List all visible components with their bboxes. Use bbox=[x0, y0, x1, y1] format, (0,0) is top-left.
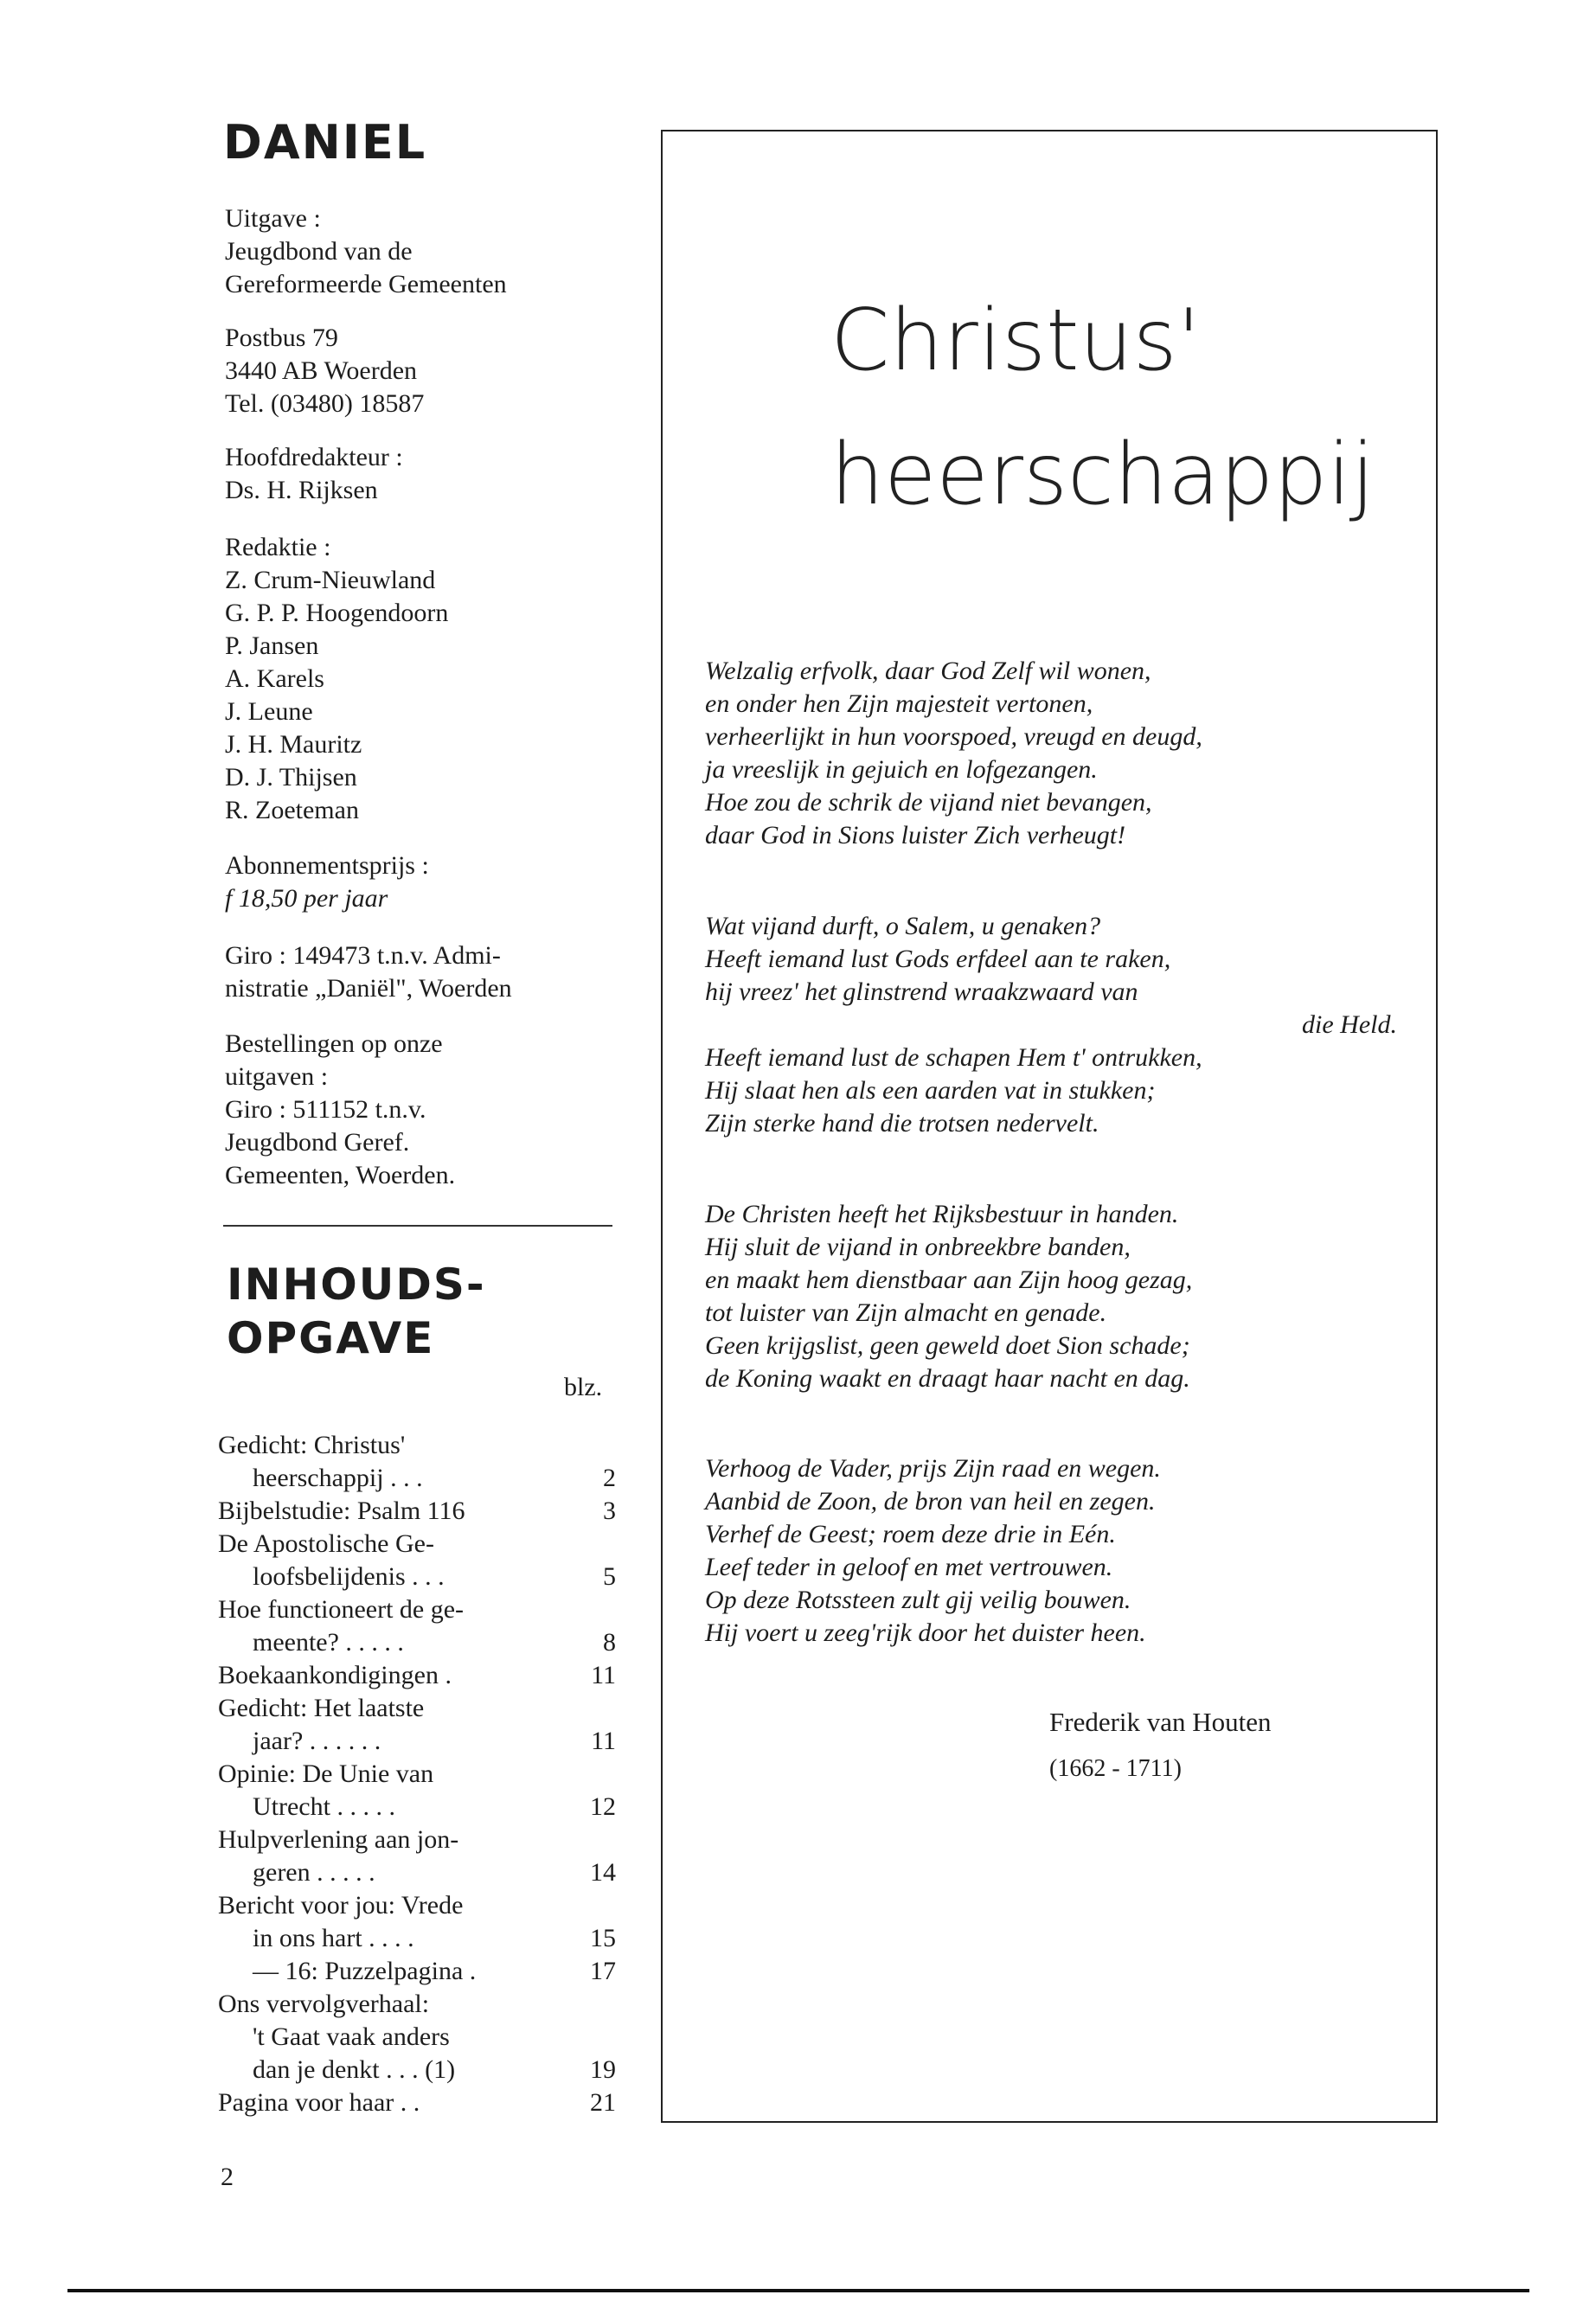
colophon-line: D. J. Thijsen bbox=[225, 763, 357, 792]
toc-entry: Boekaankondigingen . bbox=[218, 1661, 452, 1689]
poem-line: Heeft iemand lust Gods erfdeel aan te raken, bbox=[705, 945, 1171, 973]
toc-entry: meente? . . . . . bbox=[253, 1628, 404, 1657]
poem-line: de Koning waakt en draagt haar nacht en dag. bbox=[705, 1364, 1190, 1393]
poem-title: Christus' bbox=[830, 292, 1201, 390]
colophon-line: Gereformeerde Gemeenten bbox=[225, 270, 507, 298]
toc-page: 2 bbox=[603, 1464, 616, 1492]
poem-author-years: (1662 - 1711) bbox=[1049, 1755, 1182, 1782]
toc-entry: De Apostolische Ge- bbox=[218, 1529, 434, 1558]
page-bottom-rule bbox=[67, 2289, 1529, 2292]
colophon-line: Hoofdredakteur : bbox=[225, 443, 403, 471]
colophon-line: Jeugdbond van de bbox=[225, 237, 413, 266]
poem-line: hij vreez' het glinstrend wraakzwaard van bbox=[705, 977, 1138, 1006]
poem-line: Hij sluit de vijand in onbreekbre banden, bbox=[705, 1233, 1131, 1261]
toc-entry: geren . . . . . bbox=[253, 1858, 375, 1887]
section-divider bbox=[223, 1225, 612, 1227]
colophon-line: f 18,50 per jaar bbox=[225, 884, 388, 913]
toc-entry: jaar? . . . . . . bbox=[253, 1727, 381, 1755]
poem-line: Geen krijgslist, geen geweld doet Sion schade; bbox=[705, 1331, 1190, 1360]
toc-entry: Utrecht . . . . . bbox=[253, 1792, 395, 1821]
toc-entry: dan je denkt . . . (1) bbox=[253, 2055, 456, 2084]
magazine-title: DANIEL bbox=[223, 115, 427, 170]
colophon-line: Jeugdbond Geref. bbox=[225, 1128, 410, 1157]
toc-page: 14 bbox=[590, 1858, 616, 1887]
toc-entry: Bericht voor jou: Vrede bbox=[218, 1891, 464, 1920]
toc-entry: Hulpverlening aan jon- bbox=[218, 1825, 459, 1854]
poem-line: en onder hen Zijn majesteit vertonen, bbox=[705, 689, 1093, 718]
toc-entry: loofsbelijdenis . . . bbox=[253, 1562, 445, 1591]
colophon-line: A. Karels bbox=[225, 664, 324, 693]
colophon-line: R. Zoeteman bbox=[225, 796, 359, 824]
toc-entry: Opinie: De Unie van bbox=[218, 1759, 434, 1788]
colophon-line: Giro : 511152 t.n.v. bbox=[225, 1095, 426, 1124]
colophon-line: P. Jansen bbox=[225, 631, 319, 660]
poem-line: Hij voert u zeeg'rijk door het duister heen. bbox=[705, 1618, 1146, 1647]
toc-entry: 't Gaat vaak anders bbox=[253, 2022, 450, 2051]
poem-line: ja vreeslijk in gejuich en lofgezangen. bbox=[705, 755, 1098, 784]
colophon-line: G. P. P. Hoogendoorn bbox=[225, 599, 449, 627]
toc-page: 3 bbox=[603, 1497, 616, 1525]
colophon-line: Postbus 79 bbox=[225, 324, 338, 352]
colophon-line: Tel. (03480) 18587 bbox=[225, 389, 425, 418]
colophon-line: Gemeenten, Woerden. bbox=[225, 1161, 456, 1189]
toc-title: INHOUDS- bbox=[227, 1259, 486, 1310]
colophon-line: Redaktie : bbox=[225, 533, 331, 561]
poem-line: Leef teder in geloof en met vertrouwen. bbox=[705, 1553, 1113, 1581]
poem-line: Zijn sterke hand die trotsen nedervelt. bbox=[705, 1109, 1099, 1138]
toc-entry: Hoe functioneert de ge- bbox=[218, 1595, 465, 1624]
poem-line: daar God in Sions luister Zich verheugt! bbox=[705, 821, 1126, 849]
page-number: 2 bbox=[221, 2163, 234, 2191]
toc-entry: Bijbelstudie: Psalm 116 bbox=[218, 1497, 465, 1525]
poem-author: Frederik van Houten bbox=[1049, 1707, 1272, 1737]
colophon-line: J. Leune bbox=[225, 697, 313, 726]
poem-line: Welzalig erfvolk, daar God Zelf wil wonen, bbox=[705, 657, 1151, 685]
toc-page: 5 bbox=[603, 1562, 616, 1591]
poem-line: Heeft iemand lust de schapen Hem t' ontrukken, bbox=[705, 1043, 1202, 1072]
colophon-line: Z. Crum-Nieuwland bbox=[225, 566, 436, 594]
toc-entry: — 16: Puzzelpagina . bbox=[253, 1957, 477, 1985]
poem-line: die Held. bbox=[1302, 1010, 1397, 1039]
poem-line: Verhoog de Vader, prijs Zijn raad en wegen. bbox=[705, 1454, 1161, 1483]
colophon-line: Uitgave : bbox=[225, 204, 321, 233]
poem-title: heerschappij bbox=[830, 426, 1375, 524]
poem-line: Hoe zou de schrik de vijand niet bevangen, bbox=[705, 788, 1152, 817]
toc-page: 21 bbox=[590, 2088, 616, 2117]
poem-line: Aanbid de Zoon, de bron van heil en zegen. bbox=[705, 1487, 1156, 1516]
colophon-line: uitgaven : bbox=[225, 1062, 329, 1091]
poem-line: Verhef de Geest; roem deze drie in Eén. bbox=[705, 1520, 1116, 1548]
toc-page: 8 bbox=[603, 1628, 616, 1657]
toc-entry: Ons vervolgverhaal: bbox=[218, 1990, 430, 2018]
colophon-line: 3440 AB Woerden bbox=[225, 356, 418, 385]
toc-page: 11 bbox=[591, 1727, 616, 1755]
toc-entry: heerschappij . . . bbox=[253, 1464, 423, 1492]
toc-entry: Gedicht: Het laatste bbox=[218, 1694, 425, 1722]
poem-line: verheerlijkt in hun voorspoed, vreugd en deugd, bbox=[705, 722, 1202, 751]
toc-entry: Pagina voor haar . . bbox=[218, 2088, 420, 2117]
colophon-line: nistratie „Daniël", Woerden bbox=[225, 974, 512, 1003]
toc-page: 11 bbox=[591, 1661, 616, 1689]
poem-line: en maakt hem dienstbaar aan Zijn hoog gezag, bbox=[705, 1266, 1193, 1294]
poem-line: Wat vijand durft, o Salem, u genaken? bbox=[705, 912, 1101, 940]
toc-title: OPGAVE bbox=[227, 1313, 435, 1363]
toc-page: 17 bbox=[590, 1957, 616, 1985]
toc-entry: Gedicht: Christus' bbox=[218, 1431, 406, 1459]
colophon-line: Bestellingen op onze bbox=[225, 1029, 443, 1058]
poem-line: De Christen heeft het Rijksbestuur in handen. bbox=[705, 1200, 1179, 1228]
colophon-line: J. H. Mauritz bbox=[225, 730, 362, 759]
poem-line: Hij slaat hen als een aarden vat in stukken; bbox=[705, 1076, 1156, 1105]
colophon-line: Giro : 149473 t.n.v. Admi- bbox=[225, 941, 501, 970]
toc-page: 15 bbox=[590, 1924, 616, 1952]
toc-page: 12 bbox=[590, 1792, 616, 1821]
poem-line: tot luister van Zijn almacht en genade. bbox=[705, 1298, 1107, 1327]
poem-line: Op deze Rotssteen zult gij veilig bouwen. bbox=[705, 1586, 1131, 1614]
colophon-line: Abonnementsprijs : bbox=[225, 851, 429, 880]
page-column-label: blz. bbox=[564, 1373, 603, 1401]
colophon-line: Ds. H. Rijksen bbox=[225, 476, 378, 504]
toc-page: 19 bbox=[590, 2055, 616, 2084]
toc-entry: in ons hart . . . . bbox=[253, 1924, 414, 1952]
